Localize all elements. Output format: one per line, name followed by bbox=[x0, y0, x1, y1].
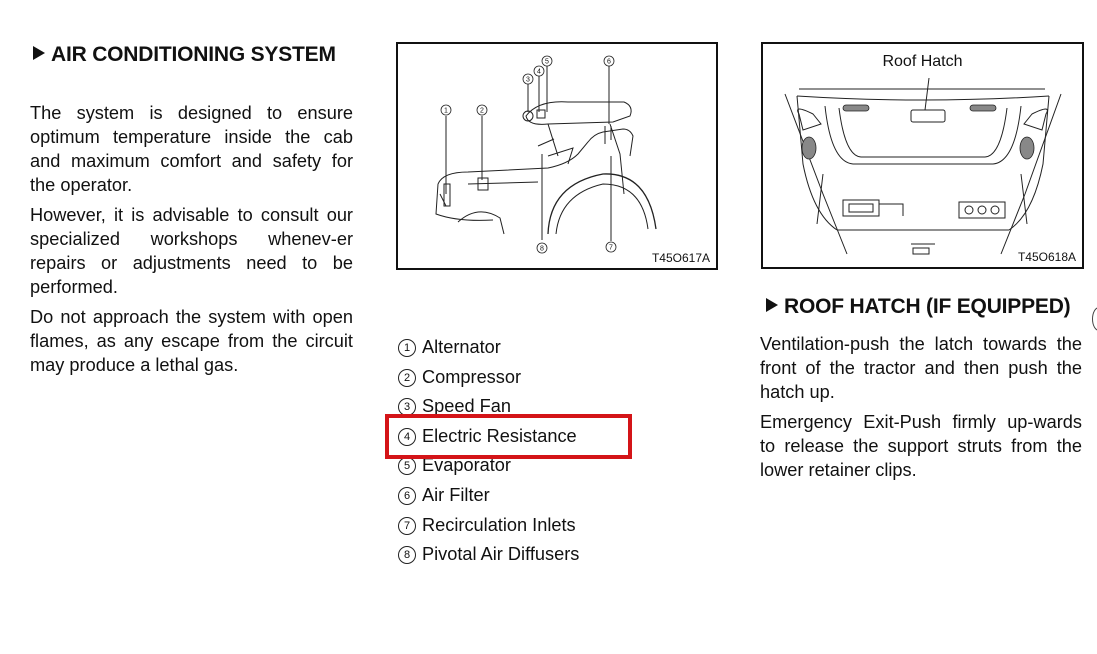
legend-number: 7 bbox=[398, 517, 416, 535]
triangle-bullet-icon bbox=[33, 46, 45, 60]
legend-label: Alternator bbox=[422, 337, 501, 357]
tractor-diagram-drawing bbox=[398, 44, 716, 268]
air-conditioning-body bbox=[30, 101, 353, 383]
legend-label: Electric Resistance bbox=[422, 425, 577, 446]
figure-code: T45O618A bbox=[1017, 250, 1076, 264]
legend-number: 8 bbox=[398, 546, 416, 564]
figure-title: Roof Hatch bbox=[882, 53, 963, 70]
legend-number: 3 bbox=[398, 398, 416, 416]
callout-4: 4 bbox=[537, 68, 541, 76]
legend-number: 6 bbox=[398, 487, 416, 505]
legend-label: Air Filter bbox=[422, 484, 490, 505]
roof-hatch-heading bbox=[766, 295, 1070, 319]
legend-item bbox=[398, 511, 579, 541]
roof-hatch-body bbox=[760, 332, 1082, 488]
legend-item bbox=[398, 333, 579, 363]
paragraph: Emergency Exit-Push firmly up-wards to release the support struts from the lower retainer clips. bbox=[760, 412, 1082, 480]
callout-6: 6 bbox=[607, 58, 611, 66]
legend-label: Evaporator bbox=[422, 455, 511, 476]
roof-hatch-figure bbox=[761, 42, 1084, 269]
legend-label: Recirculation Inlets bbox=[422, 514, 576, 535]
callout-8: 8 bbox=[540, 245, 544, 253]
paragraph: Ventilation-push the latch towards the front of the tractor and then push the hatch up. bbox=[760, 334, 1082, 402]
legend-number: 5 bbox=[398, 457, 416, 475]
legend-label: Speed Fan bbox=[422, 396, 511, 417]
legend-item bbox=[398, 540, 579, 570]
paragraph: However, it is advisable to consult our specialized workshops whenev-er repairs or adjustments need to be performed. bbox=[30, 205, 353, 297]
legend-label: Compressor bbox=[422, 366, 522, 387]
heading-text: AIR CONDITIONING SYSTEM bbox=[51, 43, 336, 66]
paragraph: The system is designed to ensure optimum temperature inside the cab and maximum comfort and safety for the operator. bbox=[30, 103, 353, 195]
callout-3: 3 bbox=[526, 76, 530, 84]
legend-item bbox=[398, 363, 579, 393]
triangle-bullet-icon bbox=[766, 298, 778, 312]
legend-number: 4 bbox=[398, 428, 416, 446]
legend-label: Pivotal Air Diffusers bbox=[422, 544, 580, 565]
figure-code: T45O617A bbox=[651, 251, 710, 265]
callout-7: 7 bbox=[609, 244, 613, 252]
legend-number: 2 bbox=[398, 369, 416, 387]
tractor-ac-figure bbox=[396, 42, 718, 270]
callout-1: 1 bbox=[444, 107, 448, 115]
heading-text: ROOF HATCH (IF EQUIPPED) bbox=[784, 295, 1071, 318]
callout-2: 2 bbox=[480, 107, 484, 115]
selection-highlight-box bbox=[385, 414, 632, 459]
air-conditioning-heading bbox=[33, 43, 336, 67]
roof-hatch-drawing bbox=[763, 44, 1082, 267]
legend-number: 1 bbox=[398, 339, 416, 357]
edge-mark-icon bbox=[1092, 307, 1097, 331]
callout-5: 5 bbox=[545, 58, 549, 66]
legend-item bbox=[398, 481, 579, 511]
paragraph: Do not approach the system with open flames, as any escape from the circuit may produce a lethal gas. bbox=[30, 307, 353, 375]
